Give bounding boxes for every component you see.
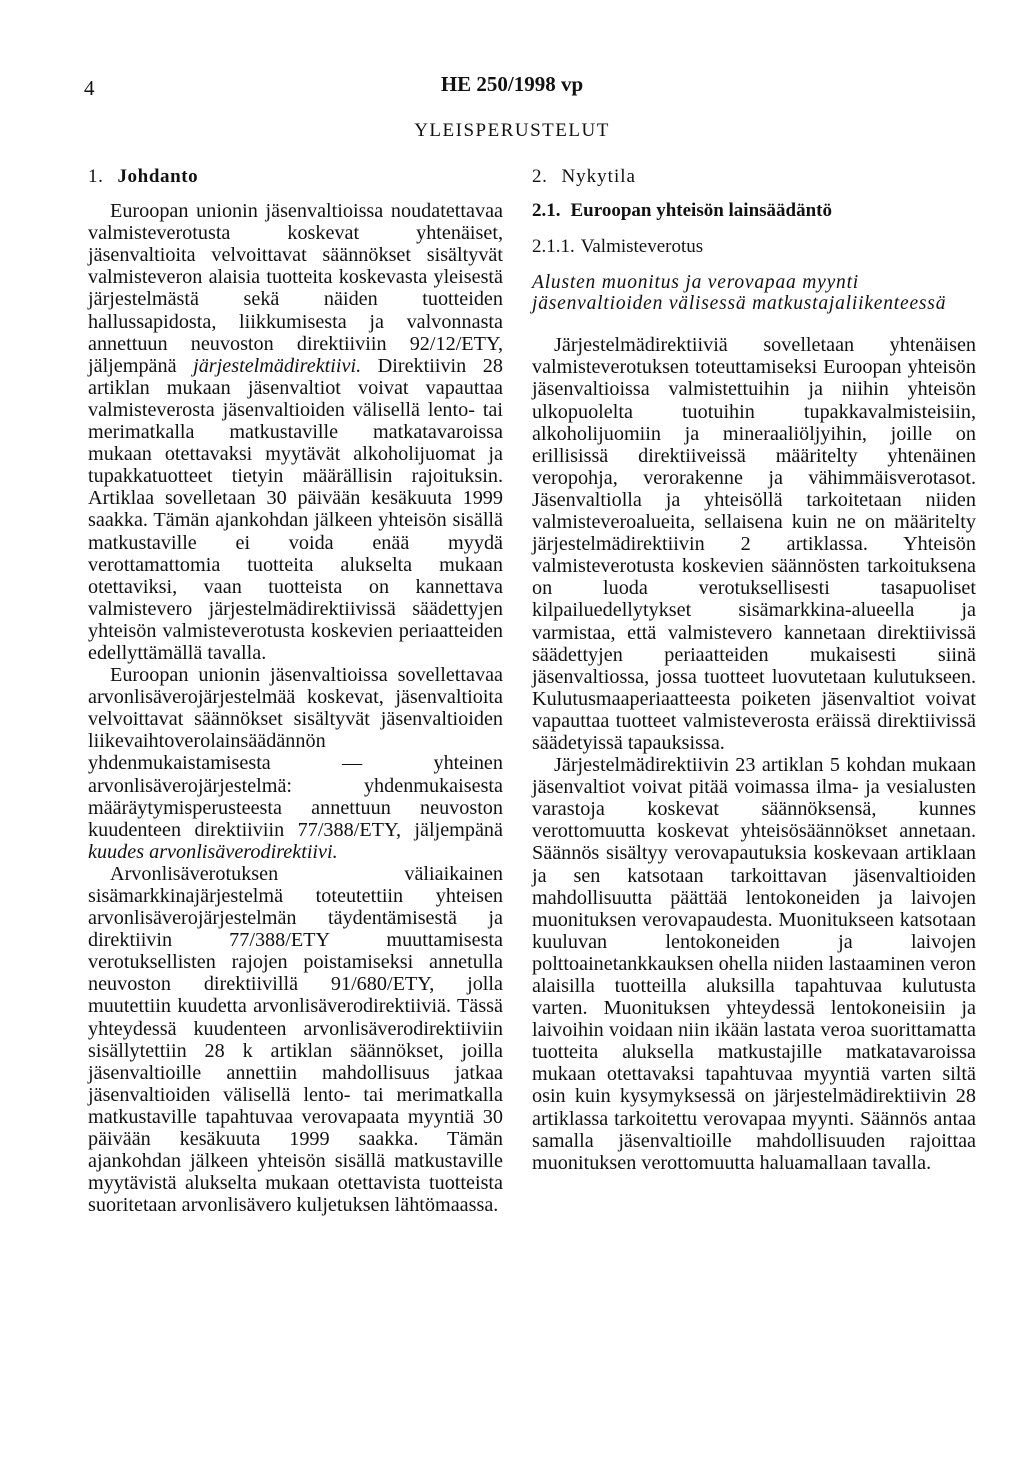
right-column xyxy=(532,166,976,1174)
heading-johdanto xyxy=(88,166,503,188)
defined-term: järjestelmädirektiivi. xyxy=(193,354,362,377)
heading-nykytila xyxy=(532,166,976,188)
paragraph xyxy=(88,664,503,863)
document-id: HE 250/1998 vp xyxy=(440,72,584,96)
paragraph-text: Euroopan unionin jäsenvaltioissa sovellettavaa arvonlisäverojärjestelmää koskevat, jäsenvaltioita velvoittavat säännökset sisältyvät jäsenvaltioiden liikevaihtoverolainsäädännön yhdenmukaistamisesta — yhteinen arvonlisäverojärjestelmä: yhdenmukaisesta määräytymisperusteesta annettuun neuvoston kuudenteen direktiiviin 77/388/ETY, jäljempänä xyxy=(88,664,503,841)
subsubheading-text: Valmisteverotus xyxy=(580,236,704,258)
paragraph xyxy=(88,200,503,664)
paragraph-text: Direktiivin 28 artiklan mukaan jäsenvaltiot voivat vapauttaa valmisteverosta jäsenvaltioiden välisellä lento- tai merimatkalla matkustaville matkatavaroissa mukaan otettavaksi myytävät alkoholijuomat ja tupakkatuotteet tietyin määrällisin rajoituksin. Artiklaa sovelletaan 30 päivään kesäkuuta 1999 saakka. Tämän ajankohdan jälkeen yhteisön sisällä matkustaville ei voida enää myydä verottamattomia tuotteita alukselta mukaan otettaviksi, vaan tuotteista on kannettava valmistevero järjestelmädirektiivissä säädettyjen yhteisön valmisteverotusta koskevien periaatteiden edellyttämällä tavalla. xyxy=(88,354,503,664)
paragraph: Järjestelmädirektiivin 23 artiklan 5 kohdan mukaan jäsenvaltiot voivat pitää voimassa ilma- ja vesialusten varastoja koskevat säännöksensä, kunnes verottomuutta koskevat yhteisösäännökset annetaan. Säännös sisältyy verovapautuksia koskevaan artiklaan ja sen katsotaan tarkoittavan jäsenvaltioiden mahdollisuutta päättää lentokoneiden ja laivojen muonituksen verovapaudesta. Muonitukseen katsotaan kuuluvan lentokoneiden ja laivojen polttoainetankkauksen ohella niiden lastaaminen veron alaisilla tuotteilla aluksilla tapahtuvaa kulutusta varten. Muonituksen yhteydessä lentokoneisiin ja laivoihin voidaan niin ikään lastata veroa suorittamatta tuotteita aluksella matkustajille matkatavaroissa mukaan otettavaksi tapahtuvaa myyntiä varten siltä osin kuin kysymyksessä on järjestelmädirektiivin 28 artiklassa tarkoitettu verovapaa myynti. Säännös antaa samalla jäsenvaltioille mahdollisuuden rajoittaa muonituksen verottomuutta haluamallaan tavalla. xyxy=(532,754,976,1174)
paragraph: Järjestelmädirektiiviä sovelletaan yhtenäisen valmisteverotuksen toteuttamiseksi Euroopan yhteisön jäsenvaltioissa valmistettuihin ja niihin yhteisön ulkopuolelta tuotuihin tupakkavalmisteisiin, alkoholijuomiin ja mineraaliöljyihin, joille on erillisissä direktiiveissä määritelty yhtenäinen veropohja, verorakenne ja vähimmäisverotasot. Jäsenvaltiolla ja yhteisöllä tarkoitetaan niiden valmisteveroalueita, sellaisena kuin ne on määritelty järjestelmädirektiivin 2 artiklassa. Yhteisön valmisteverotusta koskevien säännösten tarkoituksena on luoda verotuksellisesti tasapuoliset kilpailuedellytykset sisämarkkina-alueella ja varmistaa, että valmistevero kannetaan direktiivissä säädettyjen periaatteiden mukaisesti siinä jäsenvaltiossa, jossa tuotteet luovutetaan kulutukseen. Kulutusmaaperiaatteesta poiketen jäsenvaltiot voivat vapauttaa tuotteet valmisteverosta eräissä direktiivissä säädetyissä tapauksissa. xyxy=(532,334,976,754)
italic-subheading: Alusten muonitus ja verovapaa myynti jäsenvaltioiden välisessä matkustajaliikenteessä xyxy=(532,272,947,315)
paragraph-text: Euroopan unionin jäsenvaltioissa noudatettavaa valmisteverotusta koskevat yhtenäiset, jäsenvaltioita velvoittavat säännökset sisältyvät valmisteveron alaisia tuotteita koskevasta yleisestä järjestelmästä sekä näiden tuotteiden hallussapidosta, liikkumisesta ja valvonnasta annettuun neuvoston direktiiviin 92/12/ETY, jäljempänä xyxy=(88,200,503,377)
defined-term: kuudes arvonlisäverodirektiivi. xyxy=(88,840,338,863)
subheading-eu-legislation xyxy=(532,200,976,222)
subsubheading-valmisteverotus xyxy=(532,236,976,258)
page-number: 4 xyxy=(84,76,95,100)
left-column xyxy=(88,166,503,1216)
heading-text: Nykytila xyxy=(561,166,636,187)
subheading-number: 2.1. xyxy=(532,200,561,222)
heading-number: 1. xyxy=(88,166,104,187)
heading-number: 2. xyxy=(532,166,548,187)
paragraph: Arvonlisäverotuksen väliaikainen sisämarkkinajärjestelmä toteutettiin yhteisen arvonlisäverojärjestelmän täydentämisestä ja direktiivin 77/388/ETY muuttamisesta verotuksellisten rajojen poistamiseksi annetulla neuvoston direktiivillä 91/680/ETY, jolla muutettiin kuudetta arvonlisäverodirektiiviä. Tässä yhteydessä kuudenteen arvonlisäverodirektiiviin sisällytettiin 28 k artiklan säännökset, joilla jäsenvaltioille annettiin mahdollisuus jatkaa jäsenvaltioiden välisellä lento- tai merimatkalla matkustaville tapahtuvaa verovapaata myyntiä 30 päivään kesäkuuta 1999 saakka. Tämän ajankohdan jälkeen yhteisön sisällä matkustaville myytävistä alukselta mukaan otettavista tuotteista suoritetaan arvonlisävero kuljetuksen lähtömaassa. xyxy=(88,862,503,1217)
subsubheading-number: 2.1.1. xyxy=(532,236,575,258)
section-title: YLEISPERUSTELUT xyxy=(414,120,610,141)
subheading-text: Euroopan yhteisön lainsäädäntö xyxy=(570,200,833,222)
heading-text: Johdanto xyxy=(117,166,199,187)
